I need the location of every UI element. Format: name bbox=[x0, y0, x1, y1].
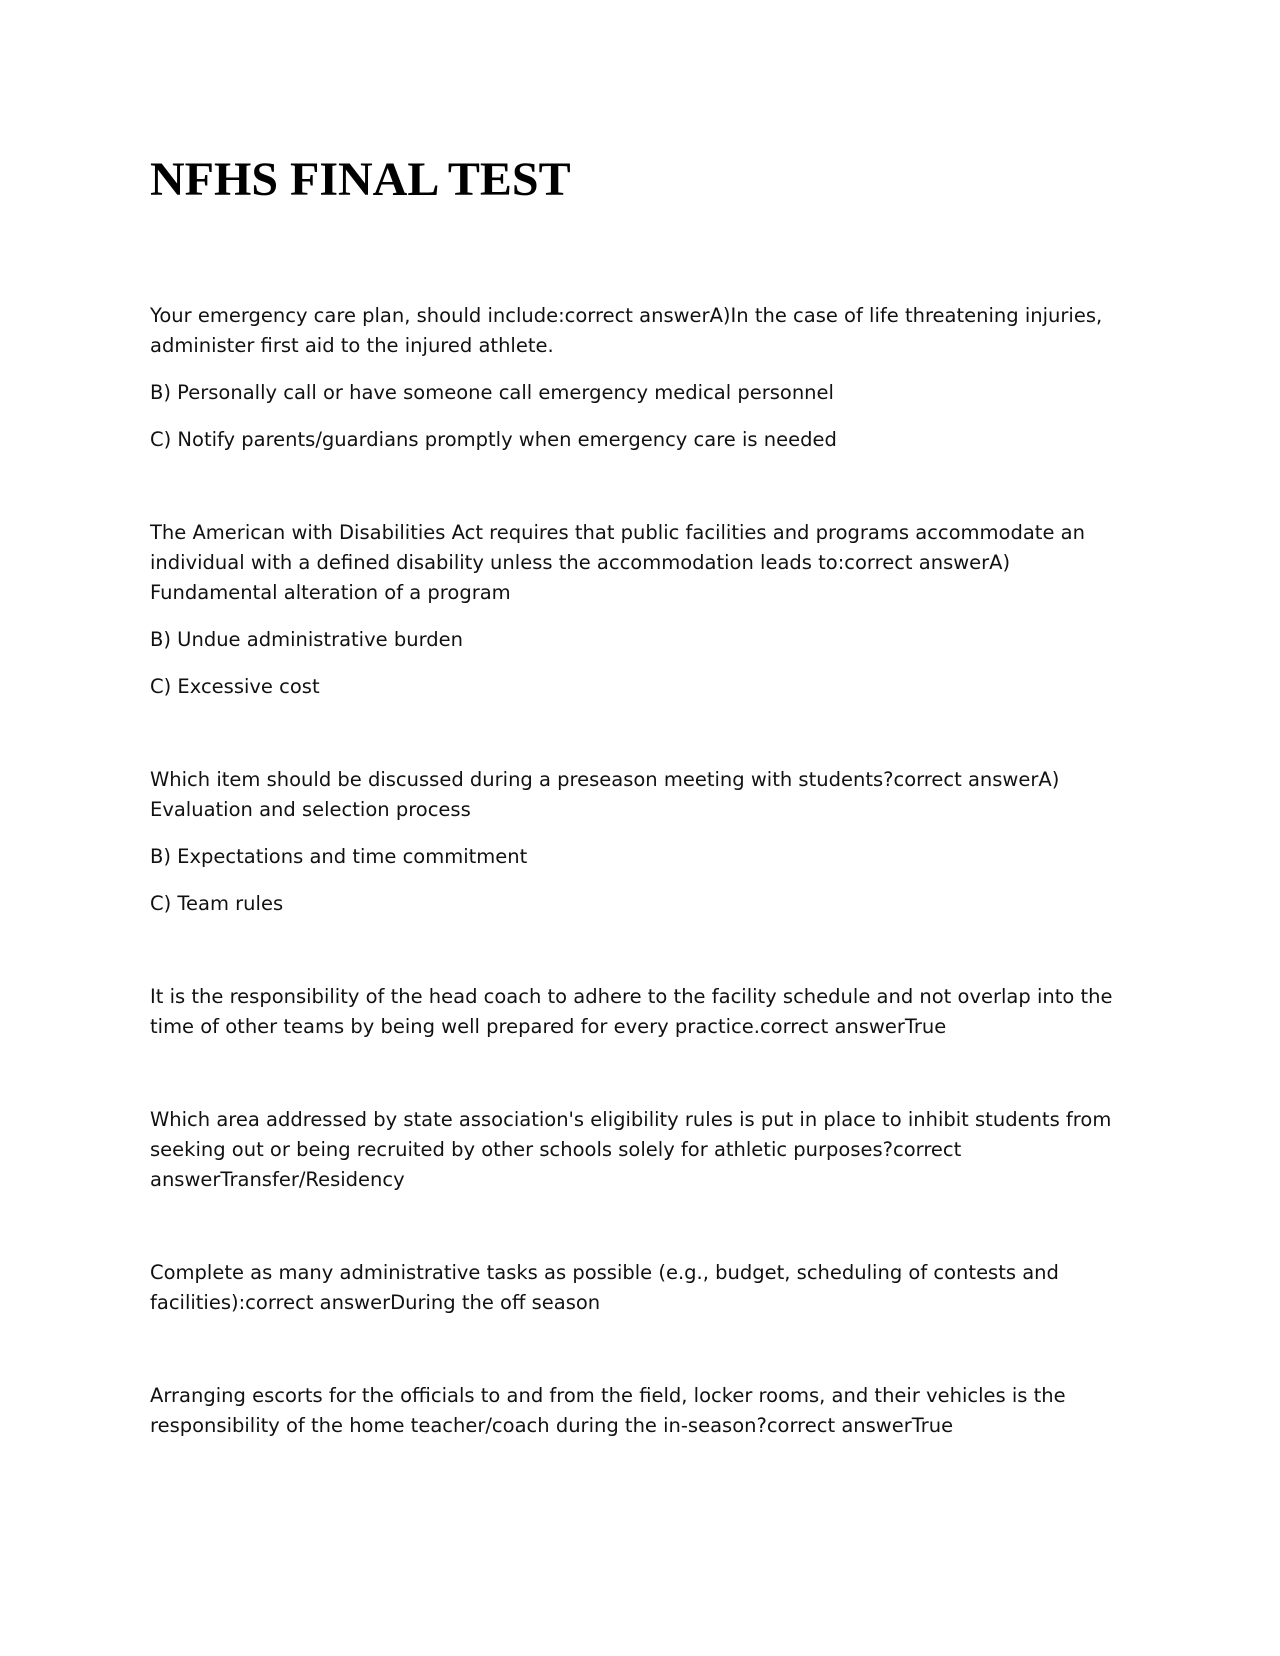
question-block-2 bbox=[150, 518, 1130, 702]
question-1-option-c: C) Notify parents/guardians promptly when emergency care is needed bbox=[150, 428, 837, 451]
question-block-4 bbox=[150, 982, 1130, 1042]
question-2-option-b: B) Undue administrative burden bbox=[150, 628, 463, 651]
document-title: NFHS FINAL TEST bbox=[150, 153, 571, 206]
question-1-text: Your emergency care plan, should include:correct answerA)In the case of life threatening injuries, administer first aid to the injured athlete. bbox=[150, 304, 1103, 357]
question-3-text: Which item should be discussed during a preseason meeting with students?correct answerA) Evaluation and selection process bbox=[150, 768, 1060, 821]
question-block-6 bbox=[150, 1258, 1130, 1318]
question-3-option-c: C) Team rules bbox=[150, 892, 284, 915]
question-block-7 bbox=[150, 1381, 1130, 1441]
question-1-option-b: B) Personally call or have someone call emergency medical personnel bbox=[150, 381, 834, 404]
question-6-text: Complete as many administrative tasks as possible (e.g., budget, scheduling of contests and facilities):correct answerDuring the off season bbox=[150, 1261, 1059, 1314]
question-5-text: Which area addressed by state association's eligibility rules is put in place to inhibit students from seeking out or being recruited by other schools solely for athletic purposes?correct answerTransfer/Residency bbox=[150, 1108, 1112, 1191]
question-7-text: Arranging escorts for the officials to and from the field, locker rooms, and their vehicles is the responsibility of the home teacher/coach during the in-season?correct answerTrue bbox=[150, 1384, 1066, 1437]
question-block-3 bbox=[150, 765, 1130, 919]
question-4-text: It is the responsibility of the head coach to adhere to the facility schedule and not overlap into the time of other teams by being well prepared for every practice.correct answerTrue bbox=[150, 985, 1113, 1038]
question-3-option-b: B) Expectations and time commitment bbox=[150, 845, 528, 868]
question-2-option-c: C) Excessive cost bbox=[150, 675, 320, 698]
question-block-1 bbox=[150, 301, 1130, 455]
document-body bbox=[150, 301, 1130, 1504]
question-2-text: The American with Disabilities Act requires that public facilities and programs accommodate an individual with a defined disability unless the accommodation leads to:correct answerA) Fundamental alteration of a program bbox=[150, 521, 1085, 604]
question-block-5 bbox=[150, 1105, 1130, 1195]
